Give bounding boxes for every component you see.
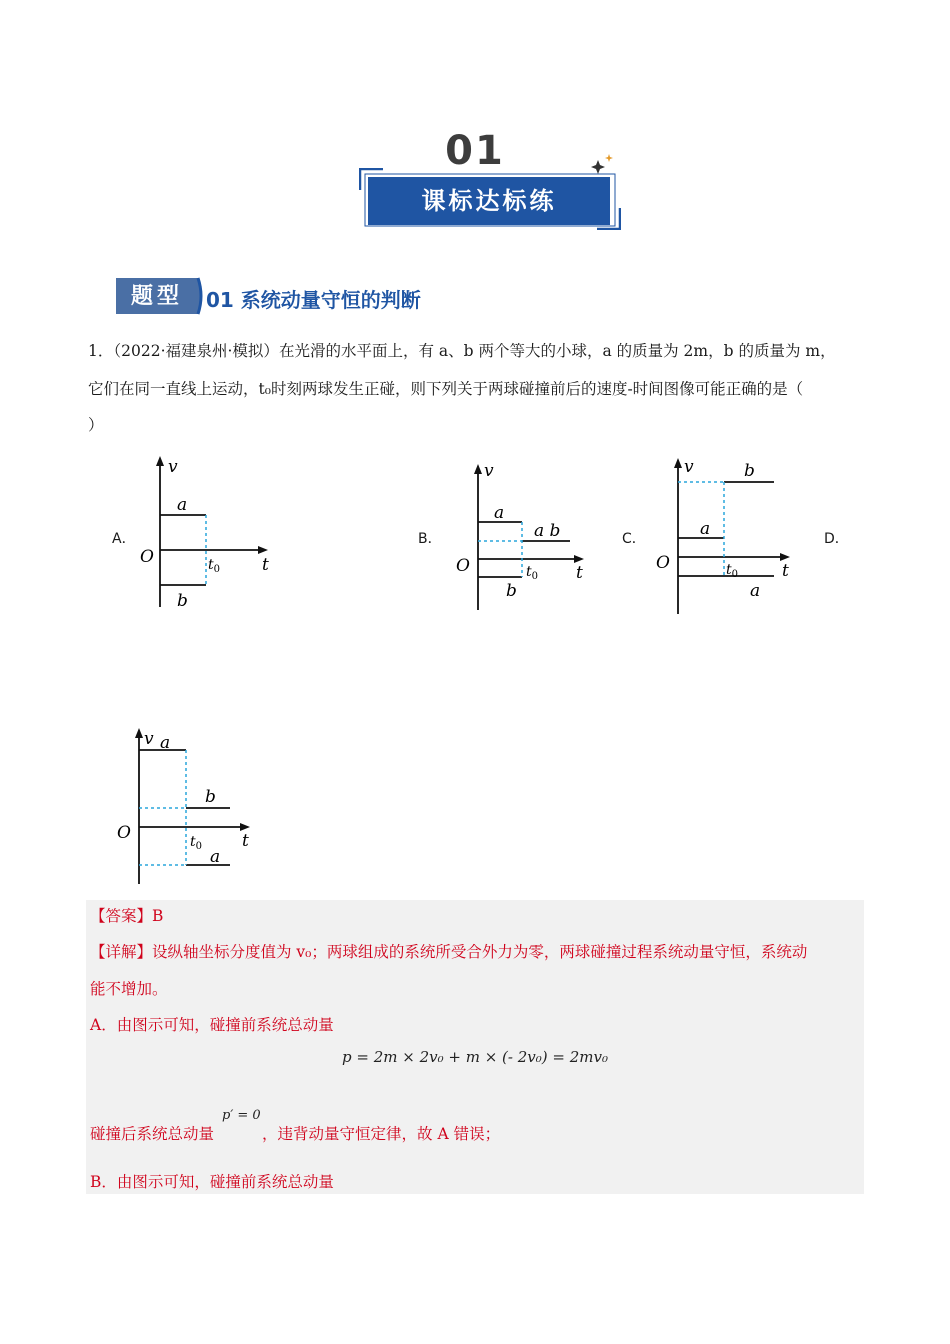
option-b-analysis: B．由图示可知，碰撞前系统总动量 (90, 1173, 334, 1191)
graph-b-b-label: b (506, 581, 517, 601)
graph-b-t-label: t (576, 563, 583, 583)
option-a-verdict: ，违背动量守恒定律，故 A 错误； (262, 1125, 501, 1143)
graph-c-origin: O (656, 553, 670, 573)
graph-d-t-arrow (240, 823, 250, 831)
detail-line-2: 能不增加。 (90, 980, 168, 998)
graph-a-t0-label: $t_0$ (208, 557, 221, 575)
graph-a[interactable] (130, 452, 280, 612)
graph-b-a-label: a (494, 503, 505, 523)
question-line-2: 它们在同一直线上运动，t₀时刻两球发生正碰，则下列关于两球碰撞前后的速度-时间图像可能正确的是（ (88, 380, 804, 398)
question-number: 1． (88, 342, 114, 360)
section-number: 01 (445, 128, 505, 174)
option-a-label[interactable]: A． (112, 531, 136, 547)
graph-a-t-label: t (262, 555, 269, 575)
option-b-label[interactable]: B． (418, 531, 442, 547)
option-c-label[interactable]: C． (622, 531, 646, 547)
graph-a-v-label: v (168, 457, 178, 477)
graph-c[interactable] (650, 452, 800, 617)
answer-line: 【答案】B (90, 907, 164, 925)
graph-c-v-label: v (684, 457, 694, 477)
graph-a-t-arrow (258, 546, 268, 554)
graph-c-a2-label: a (750, 581, 761, 601)
sparkle-icon (590, 150, 616, 176)
graph-a-origin: O (140, 547, 154, 567)
graph-b-ab-label: a b (534, 521, 561, 541)
graph-c-b-label: b (744, 461, 755, 481)
option-a-analysis: A．由图示可知，碰撞前系统总动量 (90, 1016, 334, 1034)
graph-a-a-label: a (177, 495, 188, 515)
graph-d-t-label: t (242, 831, 249, 851)
momentum-formula-before: p = 2m × 2v₀ + m × (- 2v₀) = 2mv₀ (342, 1048, 608, 1066)
question-line-3: ） (88, 416, 104, 434)
graph-c-t-label: t (782, 561, 789, 581)
graph-d[interactable] (112, 722, 262, 887)
type-badge-label: 题型 (130, 283, 183, 309)
graph-c-t-arrow (780, 553, 790, 561)
graph-d-a2-label: a (210, 847, 221, 867)
graph-b-v-arrow (474, 464, 482, 474)
graph-d-a-label: a (160, 733, 171, 753)
question-line-1 (88, 341, 836, 361)
graph-b-t0-label: $t_0$ (526, 564, 539, 582)
after-collision-text: 碰撞后系统总动量 (90, 1125, 215, 1143)
graph-b-v-label: v (484, 461, 494, 481)
question-text-1: 在光滑的水平面上，有 a、b 两个等大的小球，a 的质量为 2m，b 的质量为 m， (278, 342, 836, 360)
graph-c-t0-label: $t_0$ (726, 562, 739, 580)
graph-a-v-arrow (156, 456, 164, 466)
section-title-banner: 课标达标练 (368, 177, 610, 225)
graph-d-t0-label: $t_0$ (190, 834, 203, 852)
graph-a-b-label: b (177, 591, 188, 611)
momentum-formula-after: p′ = 0 (222, 1108, 261, 1123)
graph-d-v-label: v (144, 729, 154, 749)
graph-b-origin: O (456, 556, 470, 576)
detail-line-1: 【详解】设纵轴坐标分度值为 v₀；两球组成的系统所受合外力为零，两球碰撞过程系统动量守恒，系统动 (90, 943, 808, 961)
type-title: 01 系统动量守恒的判断 (206, 288, 421, 312)
graph-c-v-arrow (674, 458, 682, 468)
question-source: （2022·福建泉州·模拟） (113, 342, 279, 360)
graph-d-origin: O (117, 823, 131, 843)
option-d-label[interactable]: D． (824, 531, 849, 547)
graph-d-b-label: b (205, 787, 216, 807)
graph-b[interactable] (448, 458, 598, 618)
graph-d-v-arrow (135, 728, 143, 738)
option-a-conclusion (90, 1124, 500, 1144)
graph-c-a-label: a (700, 519, 711, 539)
graph-b-t-arrow (574, 555, 584, 563)
